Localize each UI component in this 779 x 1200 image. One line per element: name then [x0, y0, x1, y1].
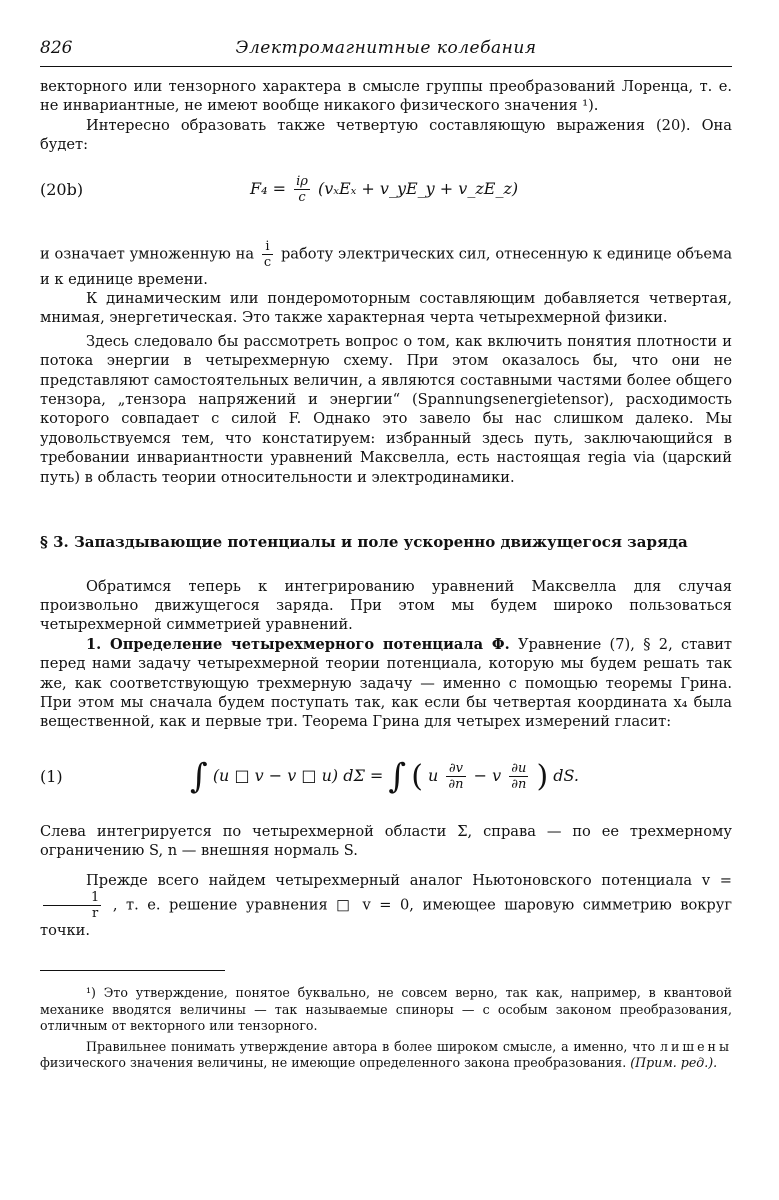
paragraph: Интересно образовать также четвертую составляющую выражения (20). Она будет:: [40, 116, 732, 154]
paren: (: [411, 759, 423, 795]
paragraph: Слева интегрируется по четырехмерной области Σ, справа — по ее трехмерному ограничению S, n — внешняя нормаль S.: [40, 822, 732, 860]
editor-note: (Прим. ред.).: [630, 1055, 718, 1070]
fraction-denominator: r: [92, 905, 99, 921]
footnote: [40, 1039, 732, 1072]
page-number: 826: [40, 38, 73, 58]
header-rule: [40, 66, 732, 67]
fraction-numerator: iρ: [296, 174, 308, 190]
equation-label: (1): [40, 767, 63, 787]
equation-term: − v: [473, 766, 502, 786]
equation-label: (20b): [40, 180, 84, 200]
fraction: [262, 239, 273, 270]
paragraph: [40, 871, 732, 941]
text-span: Правильнее понимать утверждение автора в более широком смысле, а именно, что: [86, 1038, 656, 1054]
fraction: [446, 761, 465, 792]
fraction: [43, 890, 101, 921]
text-span: и означает умноженную на: [40, 245, 255, 263]
fraction-numerator: ∂v: [446, 761, 465, 777]
integral-sign: ∫: [388, 756, 407, 797]
page-header: [40, 38, 732, 64]
integral-sign: ∫: [190, 756, 208, 797]
equation-lhs: (u □ v − v □ u) dΣ =: [212, 766, 384, 786]
page: [40, 38, 732, 1071]
text-span: , т. е. решение уравнения □ v = 0, имеющее шаровую симметрию вокруг точки.: [40, 896, 733, 939]
paren: ): [536, 759, 549, 795]
equation-20b: [40, 155, 732, 225]
text-span: Прежде всего найдем четырехмерный аналог Ньютоновского потенциала v =: [86, 871, 732, 889]
running-title: Электромагнитные колебания: [235, 38, 537, 58]
equation-1: [40, 732, 732, 822]
fraction: [509, 761, 528, 792]
footnotes: [40, 985, 732, 1071]
paragraph: К динамическим или пондеромоторным составляющим добавляется четвертая, мнимая, энергетическая. Это также характерная черта четырехмерной физики.: [40, 290, 732, 327]
footnote-rule: [40, 970, 225, 971]
fraction-denominator: ∂n: [448, 777, 464, 793]
section-heading: § 3. Запаздывающие потенциалы и поле ускоренно движущегося заряда: [40, 533, 688, 552]
fraction-numerator: 1: [43, 890, 101, 906]
fraction-numerator: i: [262, 239, 273, 255]
spaced-word: лишены: [660, 1038, 732, 1054]
fraction-numerator: ∂u: [511, 761, 527, 777]
subsection-lead: 1. Определение четырехмерного потенциала Φ.: [86, 635, 510, 653]
text-span: работу электрических сил, отнесенную к единице объема и к единице времени.: [40, 245, 733, 288]
paragraph: Здесь следовало бы рассмотреть вопрос о том, как включить понятия плотности и потока энергии в четырехмерную схему. При этом оказалось бы, что они не представляют самостоятельных величин, а являются составными частями более общего тензора, „тензора напряжений и энергии“ (Spannungsenergietensor), расходимость которого совпадает с силой F. Однако это завело бы нас слишком далеко. Мы удовольствуемся тем, что констатируем: избранный здесь путь, заключающийся в требовании инвариантности уравнений Максвелла, есть настоящая regia via (царский путь) в область теории относительности и электродинамики.: [40, 332, 732, 486]
equation-rhs: (vₓEₓ + v_yE_y + v_zE_z): [318, 179, 519, 199]
fraction-denominator: c: [298, 190, 306, 206]
footnote: ¹) Это утверждение, понятое буквально, не совсем верно, так как, например, в квантовой механике вводятся величины — так называемые спиноры — с особым законом преобразования, отличным от векторного или тензорного.: [40, 985, 732, 1034]
fraction-denominator: c: [263, 254, 272, 270]
paragraph: [40, 635, 732, 732]
paragraph: Обратимся теперь к интегрированию уравнений Максвелла для случая произвольно движущегося заряда. При этом мы будем широко пользоваться четырехмерной симметрией уравнений.: [40, 577, 732, 634]
equation-lhs: F₄ =: [250, 179, 287, 199]
paragraph: векторного или тензорного характера в смысле группы преобразований Лоренца, т. е. не инвариантные, не имеют вообще никакого физического значения ¹).: [40, 78, 732, 115]
text-span: физического значения величины, не имеющие определенного закона преобразования.: [40, 1055, 627, 1070]
text-span: Уравнение (7), § 2, ставит перед нами задачу четырехмерной теории потенциала, которую мы будем решать так же, как соответствующую трехмерную задачу — именно с помощью теоремы Грина. При этом мы сначала будем поступать так, как если бы четвертая координата x₄ была вещественной, как и первые три. Теорема Грина для четырех измерений гласит:: [40, 635, 733, 731]
fraction-denominator: ∂n: [511, 777, 527, 793]
paragraph: [40, 239, 732, 289]
equation-term: u: [428, 766, 439, 786]
fraction: [294, 174, 310, 205]
equation-term: dS.: [553, 766, 579, 786]
